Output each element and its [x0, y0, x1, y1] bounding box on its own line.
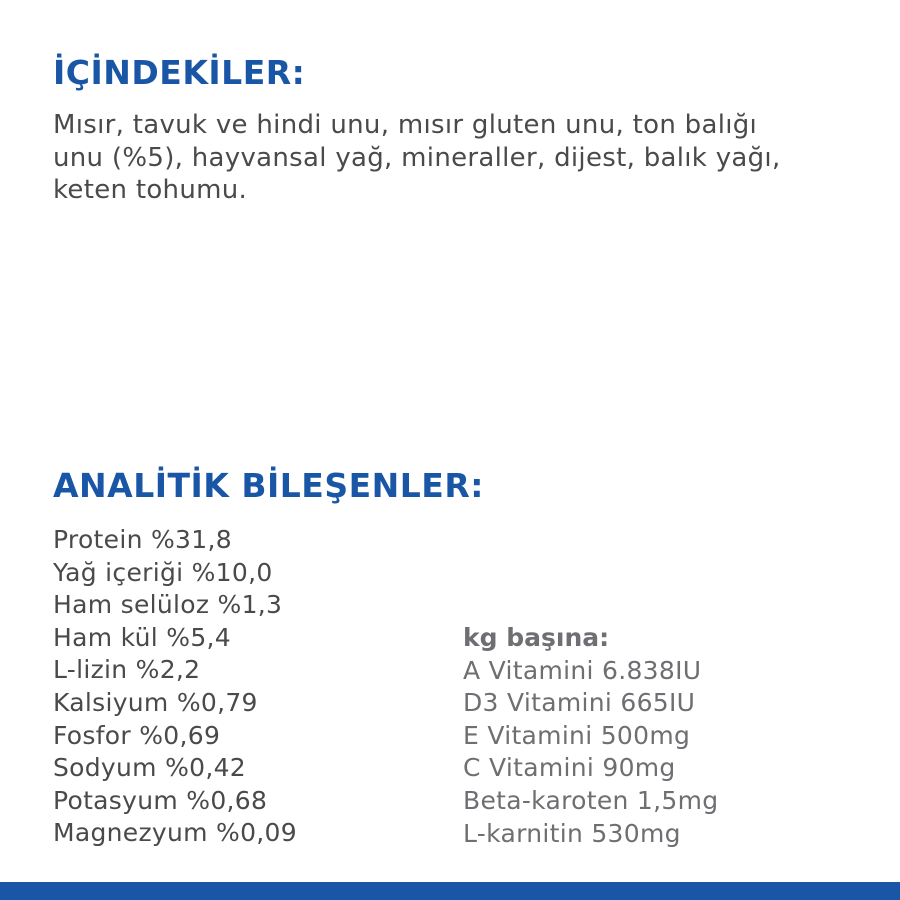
ingredients-line: unu (%5), hayvansal yağ, mineraller, dijest, balık yağı,	[53, 142, 781, 173]
analytic-components-list	[53, 524, 297, 850]
analytic-item: Potasyum %0,68	[53, 785, 268, 815]
analytic-item: Ham selüloz %1,3	[53, 590, 283, 620]
per-kg-item: A Vitamini 6.838IU	[463, 655, 702, 685]
analytic-item: Sodyum %0,42	[53, 753, 246, 783]
per-kg-item: E Vitamini 500mg	[463, 720, 691, 750]
ingredients-heading: İÇİNDEKİLER:	[53, 53, 306, 92]
analytic-item: Fosfor %0,69	[53, 720, 221, 750]
bottom-brand-bar	[0, 882, 900, 900]
ingredients-line: Mısır, tavuk ve hindi unu, mısır gluten unu, ton balığı	[53, 110, 758, 140]
per-kg-item: C Vitamini 90mg	[463, 753, 676, 783]
per-kg-title: kg başına:	[463, 623, 610, 652]
analytic-item: Magnezyum %0,09	[53, 818, 297, 848]
analytic-item: Ham kül %5,4	[53, 622, 231, 652]
analytic-item: Kalsiyum %0,79	[53, 687, 258, 717]
analytic-components-heading: ANALİTİK BİLEŞENLER:	[53, 466, 484, 505]
ingredients-line: keten tohumu.	[53, 175, 248, 205]
analytic-item: L-lizin %2,2	[53, 655, 201, 685]
analytic-item: Protein %31,8	[53, 525, 232, 554]
per-kg-list	[463, 655, 718, 851]
per-kg-item: L-karnitin 530mg	[463, 818, 681, 848]
per-kg-section	[463, 622, 718, 850]
per-kg-item: D3 Vitamini 665IU	[463, 688, 696, 718]
per-kg-item: Beta-karoten 1,5mg	[463, 785, 719, 815]
analytic-item: Yağ içeriği %10,0	[53, 557, 273, 587]
ingredients-text	[53, 109, 883, 207]
